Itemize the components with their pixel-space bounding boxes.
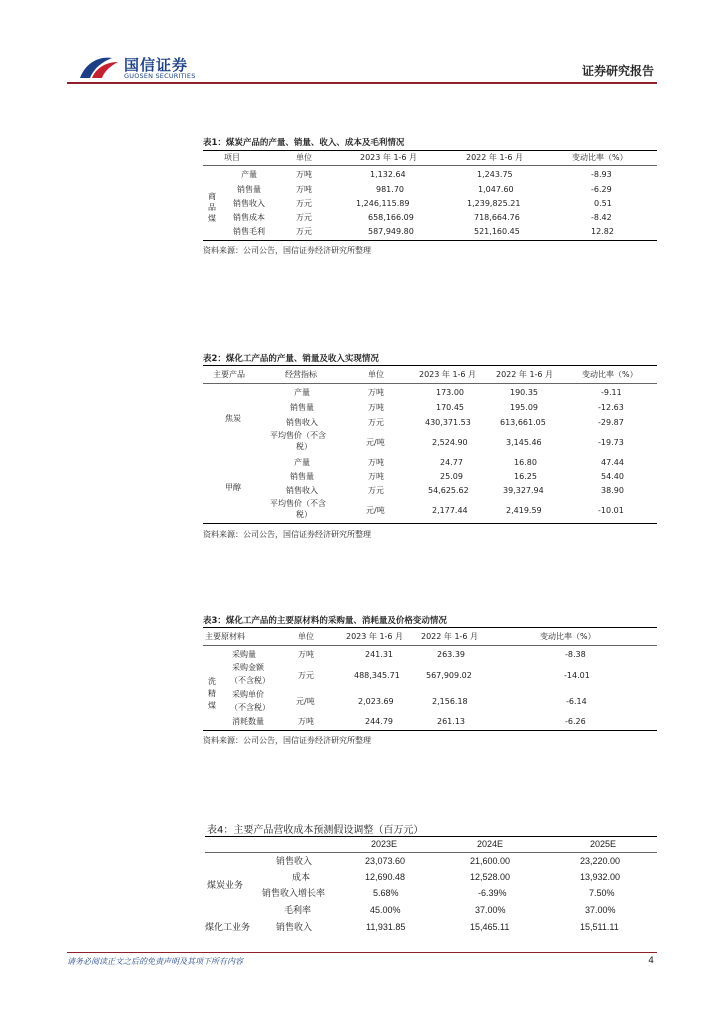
- table3-row-unit: 万吨: [298, 717, 314, 726]
- table2-row-metric: 产量: [294, 388, 310, 397]
- table2-row-change: 54.40: [601, 472, 624, 481]
- table3-header-2023: 2023 年 1-6 月: [346, 632, 404, 641]
- table2-header-product: 主要产品: [213, 370, 245, 379]
- table2-row-unit: 元/吨: [366, 438, 385, 447]
- table2-row-change: -10.01: [598, 506, 624, 515]
- table2-row-2022: 3,145.46: [506, 438, 542, 447]
- table4-row-2024: 37.00%: [475, 905, 506, 915]
- table2-row-2023: 173.00: [436, 388, 464, 397]
- table3-row-unit: 元/吨: [296, 697, 315, 706]
- table-rule: [205, 852, 657, 853]
- table1-row-2023: 1,132.64: [370, 170, 406, 179]
- table3-row-item: 采购单价: [232, 690, 264, 699]
- table1-row-change: -8.42: [591, 213, 612, 222]
- table2-row-unit: 元/吨: [366, 506, 385, 515]
- table3-header-unit: 单位: [298, 632, 314, 641]
- table2-row-2022: 2,419.59: [506, 506, 542, 515]
- table2-header-2022: 2022 年 1-6 月: [496, 370, 554, 379]
- table2-row-2023: 2,524.90: [432, 438, 468, 447]
- table1-row-2023: 587,949.80: [368, 227, 414, 236]
- table4-row-item: 销售收入增长率: [262, 888, 326, 898]
- table3-row-change: -14.01: [564, 671, 590, 680]
- table1-row-change: -6.29: [591, 185, 612, 194]
- footer-divider: [67, 952, 657, 953]
- table1-row-change: 12.82: [591, 227, 614, 236]
- table-rule: [203, 165, 657, 166]
- table4-row-2025: 15,511.11: [580, 922, 619, 932]
- table-rule: [203, 523, 657, 524]
- table4-row-item: 销售收入: [276, 922, 313, 932]
- table-rule: [203, 383, 657, 384]
- table3-row-2023: 241.31: [365, 650, 393, 659]
- table1-row-item: 销售收入: [233, 199, 265, 208]
- table3-header-2022: 2022 年 1-6 月: [421, 632, 479, 641]
- table4-row-item: 毛利率: [284, 905, 312, 915]
- table3-row-unit: 万吨: [298, 650, 314, 659]
- table3-header-change: 变动比率（%）: [540, 632, 596, 641]
- table4-row-2024: 15,465.11: [470, 922, 510, 932]
- table2-row-2023: 54,625.62: [428, 486, 469, 495]
- table4-row-2025: 23,220.00: [580, 856, 621, 866]
- table3-row-change: -6.26: [565, 717, 586, 726]
- table1-header-2023: 2023 年 1-6 月: [360, 153, 418, 162]
- table3-row-item: 采购金额: [232, 663, 264, 672]
- table2-row-metric: 产量: [294, 458, 310, 467]
- table3-row-2022: 2,156.18: [432, 697, 468, 706]
- table2-row-change: 38.90: [601, 486, 624, 495]
- table2-row-2022: 613,661.05: [500, 418, 546, 427]
- table4-row-2025: 7.50%: [589, 888, 615, 898]
- header-divider: [67, 82, 657, 84]
- table1-row-2023: 1,246,115.89: [356, 199, 410, 208]
- table2-row-unit: 万吨: [368, 472, 384, 481]
- table2-row-change: -12.63: [598, 403, 624, 412]
- table3-row-item-cont: （不含税）: [230, 703, 270, 712]
- table1-row-unit: 万吨: [296, 170, 312, 179]
- footer-disclaimer: 请务必阅读正文之后的免责声明及其项下所有内容: [67, 957, 243, 966]
- table1-header-item: 项目: [224, 153, 240, 162]
- table2-source: 资料来源：公司公告，国信证券经济研究所整理: [203, 530, 371, 539]
- guosen-logo-icon: [76, 52, 122, 82]
- table4-header-2025: 2025E: [590, 839, 617, 849]
- table2-row-metric: 销售收入: [286, 486, 318, 495]
- table2-header-metric: 经营指标: [285, 370, 317, 379]
- table2-row-unit: 万吨: [368, 403, 384, 412]
- table4-row-2025: 37.00%: [585, 905, 616, 915]
- table2-row-change: -19.73: [598, 438, 624, 447]
- table-rule: [203, 730, 657, 731]
- table4-row-2025: 13,932.00: [580, 872, 621, 882]
- table-rule: [203, 627, 657, 628]
- table4-header-2023: 2023E: [371, 839, 398, 849]
- table1-source: 资料来源：公司公告，国信证券经济研究所整理: [203, 246, 371, 255]
- table1-row-unit: 万元: [296, 227, 312, 236]
- table2-product-label: 甲醇: [225, 483, 241, 492]
- table3-row-2023: 2,023.69: [358, 697, 394, 706]
- table-rule: [203, 645, 657, 646]
- table2-row-metric: 销售量: [290, 403, 314, 412]
- table2-row-change: -9.11: [601, 388, 622, 397]
- table4-row-2023: 45.00%: [370, 905, 401, 915]
- table1-row-2022: 1,243.75: [477, 170, 513, 179]
- table4-row-item: 销售收入: [276, 856, 313, 866]
- table2-row-metric: 平均售价（不含: [270, 431, 326, 440]
- table2-row-unit: 万吨: [368, 458, 384, 467]
- table2-row-unit: 万吨: [368, 388, 384, 397]
- table3-header-material: 主要原材料: [205, 632, 245, 641]
- table2-header-2023: 2023 年 1-6 月: [419, 370, 477, 379]
- report-type: 证券研究报告: [581, 64, 654, 78]
- table3-row-change: -8.38: [565, 650, 586, 659]
- table1-row-item: 产量: [241, 170, 257, 179]
- table-rule: [203, 365, 657, 366]
- table1-header-2022: 2022 年 1-6 月: [466, 153, 524, 162]
- table3-row-unit: 万元: [298, 671, 314, 680]
- table4-row-2023: 11,931.85: [366, 922, 406, 932]
- table-rule: [205, 836, 657, 837]
- table1-row-unit: 万吨: [296, 185, 312, 194]
- table1-header-unit: 单位: [296, 153, 312, 162]
- table4-segment-label: 煤炭业务: [207, 880, 244, 890]
- table3-row-change: -6.14: [566, 697, 587, 706]
- table3-source: 资料来源：公司公告，国信证券经济研究所整理: [203, 736, 371, 745]
- table2-row-2023: 170.45: [436, 403, 464, 412]
- table3-row-2022: 261.13: [437, 717, 465, 726]
- table2-product-label: 焦炭: [225, 414, 241, 423]
- table2-row-2022: 16.25: [514, 472, 537, 481]
- table1-group-label: 商品煤: [208, 192, 216, 223]
- table3-row-2022: 263.39: [437, 650, 465, 659]
- table1-row-2023: 981.70: [376, 185, 404, 194]
- logo-subtext: GUOSEN SECURITIES: [124, 72, 196, 80]
- table3-row-item-cont: （不含税）: [230, 676, 270, 685]
- table2-row-metric: 销售收入: [286, 418, 318, 427]
- table1-row-unit: 万元: [296, 213, 312, 222]
- table1-row-item: 销售量: [237, 185, 261, 194]
- table2-row-change: -29.87: [598, 418, 624, 427]
- table-rule: [203, 240, 657, 241]
- table2-row-2023: 24.77: [440, 458, 463, 467]
- table2-row-2023: 2,177.44: [432, 506, 468, 515]
- table3-row-item: 采购量: [232, 650, 256, 659]
- table2-row-2022: 195.09: [510, 403, 538, 412]
- table4-header-2024: 2024E: [477, 839, 504, 849]
- table4-row-2023: 5.68%: [373, 888, 399, 898]
- table-rule: [203, 150, 657, 151]
- table2-row-unit: 万元: [368, 418, 384, 427]
- table2-row-metric: 销售量: [290, 472, 314, 481]
- table3-row-2022: 567,909.02: [426, 671, 472, 680]
- table4-segment-label: 煤化工业务: [205, 922, 251, 932]
- table2-row-2022: 190.35: [510, 388, 538, 397]
- table1-row-unit: 万元: [296, 199, 312, 208]
- table3-row-item: 消耗数量: [232, 717, 264, 726]
- table1-row-item: 销售成本: [233, 213, 265, 222]
- table2-header-unit: 单位: [368, 370, 384, 379]
- table2-row-metric-cont: 税）: [296, 510, 312, 519]
- table2-row-2022: 39,327.94: [503, 486, 544, 495]
- table1-row-2022: 1,239,825.21: [467, 199, 521, 208]
- table1-header-change: 变动比率（%）: [572, 153, 628, 162]
- table2-row-2022: 16.80: [514, 458, 537, 467]
- table1-row-2023: 658,166.09: [368, 213, 414, 222]
- logo-text: 国信证券: [124, 56, 189, 74]
- table1-row-change: 0.51: [594, 199, 612, 208]
- page-number: 4: [648, 956, 654, 966]
- table2-row-metric-cont: 税）: [296, 442, 312, 451]
- table2-row-change: 47.44: [601, 458, 624, 467]
- table1-row-2022: 718,664.76: [474, 213, 520, 222]
- table1-row-item: 销售毛利: [233, 227, 265, 236]
- table4-row-item: 成本: [292, 872, 311, 882]
- table4-row-2024: 12,528.00: [470, 872, 511, 882]
- table2-header-change: 变动比率（%）: [582, 370, 638, 379]
- table1-row-2022: 521,160.45: [474, 227, 520, 236]
- table1-row-change: -8.93: [591, 170, 612, 179]
- table3-row-2023: 244.79: [365, 717, 393, 726]
- table4-row-2023: 12,690.48: [365, 872, 406, 882]
- table1-title: 表1：煤炭产品的产量、销量、收入、成本及毛利情况: [203, 138, 405, 148]
- table2-row-2023: 25.09: [440, 472, 463, 481]
- table4-title: 表4：主要产品营收成本预测假设调整（百万元）: [207, 825, 424, 836]
- table2-row-metric: 平均售价（不含: [270, 499, 326, 508]
- table3-title: 表3：煤化工产品的主要原材料的采购量、消耗量及价格变动情况: [203, 616, 447, 626]
- table2-row-unit: 万元: [368, 486, 384, 495]
- table4-row-2023: 23,073.60: [365, 856, 406, 866]
- table3-row-2023: 488,345.71: [354, 671, 400, 680]
- table4-row-2024: 21,600.00: [470, 856, 511, 866]
- table4-row-2024: -6.39%: [478, 888, 507, 898]
- table1-row-2022: 1,047.60: [478, 185, 514, 194]
- table2-row-2023: 430,371.53: [425, 418, 471, 427]
- table3-group-label: 洗精煤: [208, 677, 216, 710]
- table2-title: 表2：煤化工产品的产量、销量及收入实现情况: [203, 354, 379, 364]
